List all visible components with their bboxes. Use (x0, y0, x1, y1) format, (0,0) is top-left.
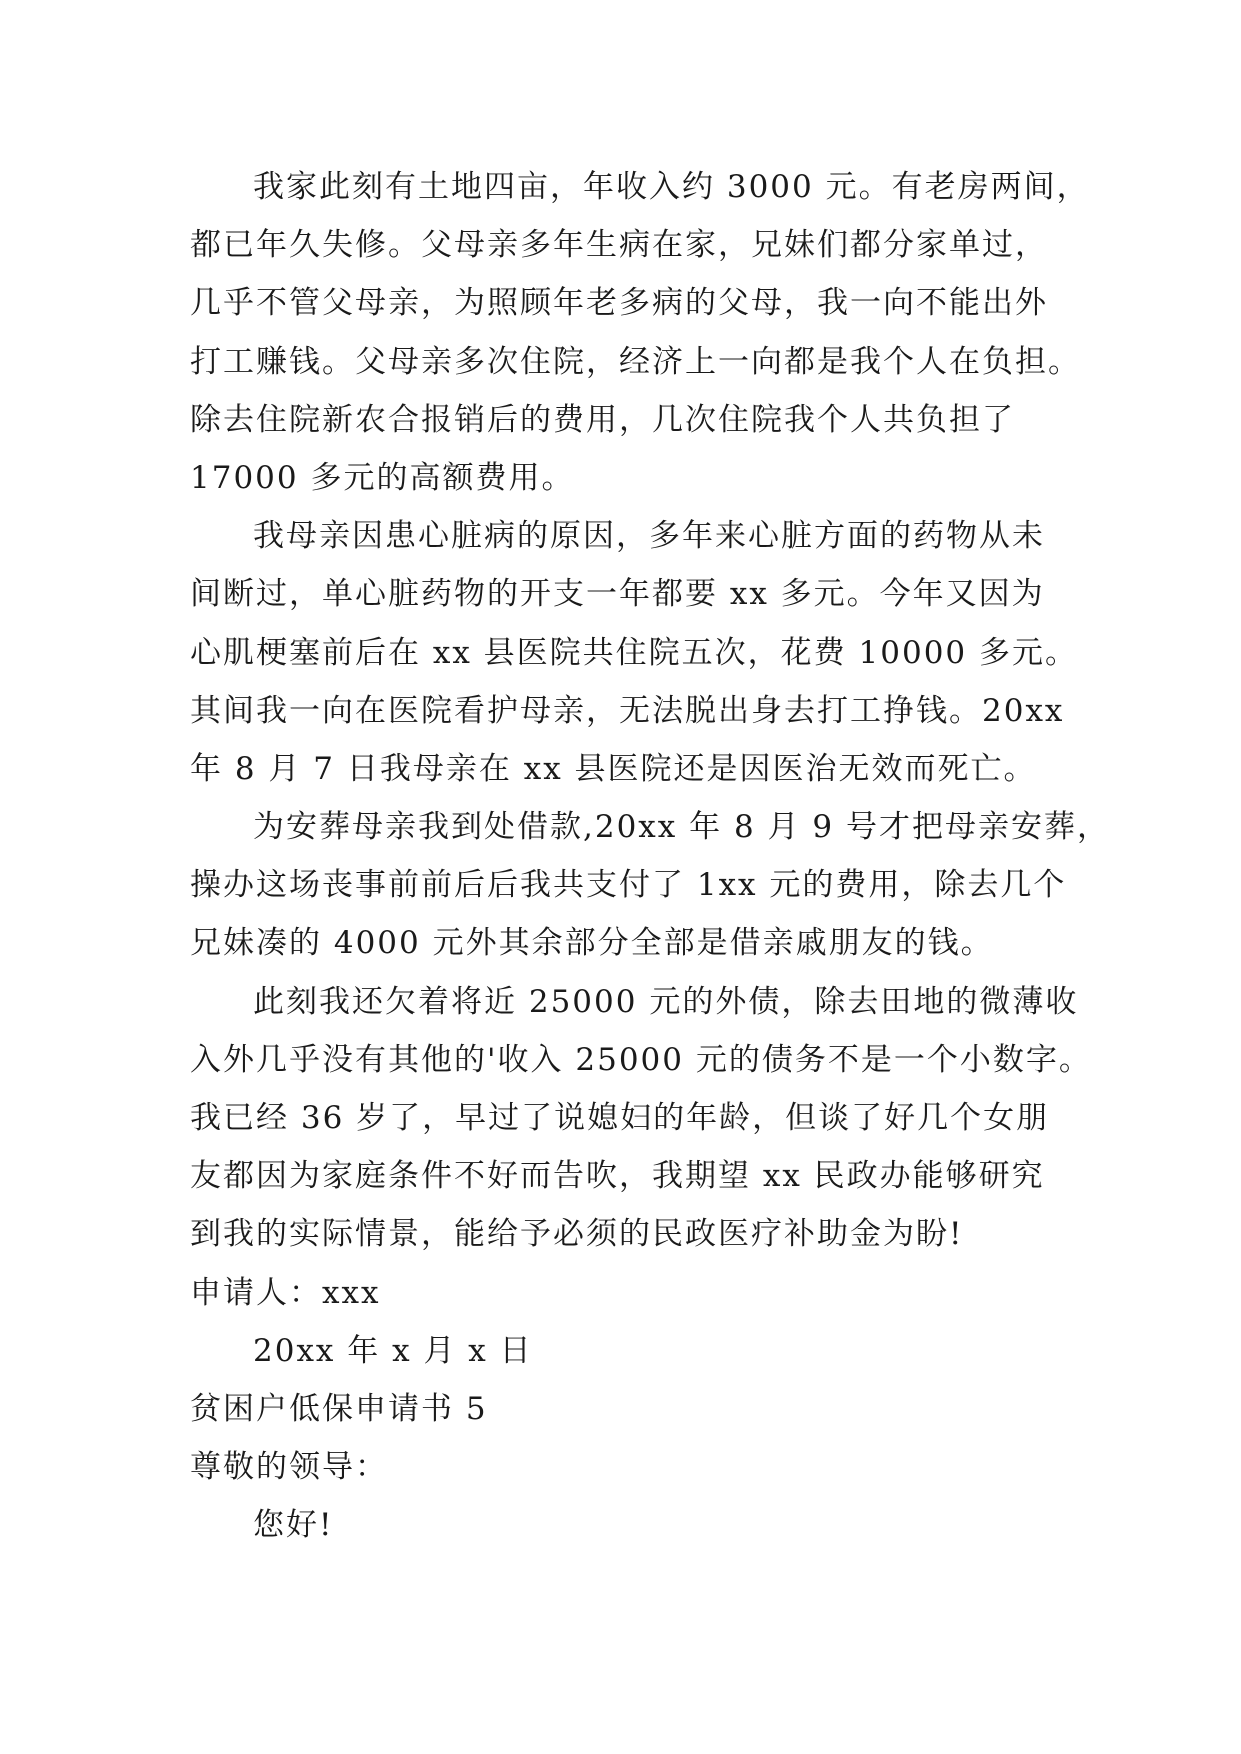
text-line: 17000 多元的高额费用。 (190, 459, 575, 496)
text-line: 贫困户低保申请书 5 (190, 1390, 488, 1427)
text-line: 友都因为家庭条件不好而告吹，我期望 xx 民政办能够研究 (190, 1158, 1045, 1195)
text-line: 其间我一向在医院看护母亲，无法脱出身去打工挣钱。20xx (190, 692, 1065, 729)
paragraph (190, 507, 1090, 798)
paragraph (190, 973, 1090, 1264)
text-line: 到我的实际情景，能给予必须的民政医疗补助金为盼! (190, 1216, 964, 1253)
paragraph (190, 1322, 1090, 1380)
text-line: 兄妹凑的 4000 元外其余部分全部是借亲戚朋友的钱。 (190, 925, 994, 962)
text-line: 此刻我还欠着将近 25000 元的外债，除去田地的微薄收 (253, 983, 1079, 1020)
text-line: 尊敬的领导： (190, 1449, 388, 1486)
text-line: 您好! (253, 1507, 334, 1544)
paragraph (190, 798, 1110, 973)
text-line: 入外几乎没有其他的'收入 25000 元的债务不是一个小数字。 (190, 1041, 1092, 1078)
paragraph (190, 1264, 1090, 1322)
text-line: 为安葬母亲我到处借款,20xx 年 8 月 9 号才把母亲安葬， (253, 809, 1110, 846)
text-line: 年 8 月 7 日我母亲在 xx 县医院还是因医治无效而死亡。 (190, 750, 1037, 787)
paragraph (190, 1438, 1090, 1496)
text-line: 20xx 年 x 月 x 日 (253, 1332, 533, 1369)
text-line: 都已年久失修。父母亲多年生病在家，兄妹们都分家单过， (190, 227, 1048, 264)
text-line: 我家此刻有土地四亩，年收入约 3000 元。有老房两间， (253, 169, 1090, 205)
text-line: 我已经 36 岁了，早过了说媳妇的年龄，但谈了好几个女朋 (190, 1100, 1050, 1136)
text-line: 间断过，单心脏药物的开支一年都要 xx 多元。今年又因为 (190, 576, 1045, 613)
text-line: 我母亲因患心脏病的原因，多年来心脏方面的药物从未 (253, 518, 1045, 555)
text-line: 操办这场丧事前前后后我共支付了 1xx 元的费用，除去几个 (190, 867, 1067, 904)
text-line: 心肌梗塞前后在 xx 县医院共住院五次，花费 10000 多元。 (190, 634, 1078, 671)
text-line: 打工赚钱。父母亲多次住院，经济上一向都是我个人在负担。 (190, 343, 1081, 380)
paragraph (190, 1380, 1090, 1438)
document-body (190, 158, 1110, 1555)
paragraph (190, 158, 1090, 507)
text-line: 申请人：xxx (190, 1274, 381, 1311)
paragraph (190, 1496, 1090, 1554)
text-line: 几乎不管父母亲，为照顾年老多病的父母，我一向不能出外 (190, 285, 1048, 322)
text-line: 除去住院新农合报销后的费用，几次住院我个人共负担了 (190, 401, 1015, 438)
